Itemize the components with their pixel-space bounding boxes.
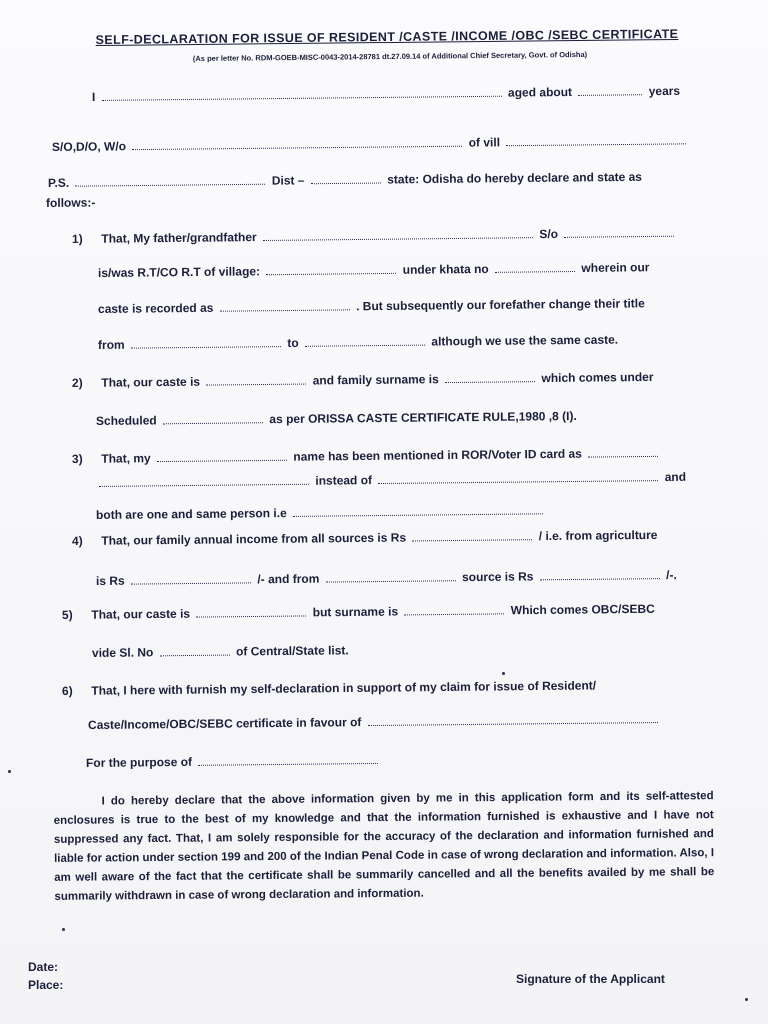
scan-speck — [745, 998, 748, 1001]
date-place-block — [28, 958, 63, 994]
dist-label: Dist – — [271, 173, 305, 188]
declaration-text: I do hereby declare that the above information given by me in this application form and its self-attested enclosures is true to the best of my knowledge and that the information furnished is exhaustive and I have not suppressed any fact. That, I am solely responsible for the accuracy of the declaration and information furnished and liable for action under section 199 and 200 of the Indian Penal Code in case of wrong declaration and information. Also, I am well aware of the fact that the certificate shall be summarily cancelled and all the benefits availed by me shall be summarily withdrawn in case of wrong declaration and information. — [53, 790, 715, 903]
ps-blank[interactable] — [75, 174, 265, 187]
item5-text-d: vide Sl. No — [91, 645, 154, 660]
item2-surname-blank[interactable] — [445, 371, 535, 383]
years-label: years — [648, 83, 681, 99]
item3-text-c: instead of — [315, 473, 373, 488]
item5-text-e: of Central/State list. — [235, 643, 349, 659]
item3-line3 — [96, 503, 546, 522]
item2-scheduled-blank[interactable] — [163, 412, 263, 424]
item4-source-amount-blank[interactable] — [540, 568, 660, 580]
item3-instead-blank[interactable] — [378, 470, 658, 484]
item4-source-blank[interactable] — [326, 570, 456, 582]
item6-line1 — [62, 678, 596, 698]
item2-text-a: That, our caste is — [101, 374, 201, 390]
item1-so-blank[interactable] — [564, 226, 674, 238]
item3-same-person-blank[interactable] — [293, 503, 543, 517]
document-title: SELF-DECLARATION FOR ISSUE OF RESIDENT /CASTE /INCOME /OBC /SEBC CERTIFICATE — [95, 26, 679, 48]
ps-line — [48, 170, 642, 190]
age-blank[interactable] — [578, 84, 642, 96]
item4-income-blank[interactable] — [412, 529, 532, 541]
item4-line1 — [72, 528, 658, 548]
item2-text-e: as per ORISSA CASTE CERTIFICATE RULE,1980 ,8 (I). — [269, 408, 577, 427]
item1-text-g: . But subsequently our forefather change their title — [356, 296, 645, 314]
item3-line2 — [96, 470, 686, 490]
item5-text-c: Which comes OBC/SEBC — [510, 601, 655, 618]
declaration-paragraph — [54, 787, 715, 907]
item5-slno-blank[interactable] — [160, 645, 230, 657]
item3-number: 3) — [71, 451, 83, 466]
item4-text-a: That, our family annual income from all sources is Rs — [101, 530, 407, 548]
item4-text-c: is Rs — [95, 573, 125, 588]
item4-text-d: /- and from — [257, 571, 320, 587]
item1-line4 — [98, 333, 618, 352]
relation-line — [52, 133, 689, 154]
relation-name-blank[interactable] — [132, 136, 462, 150]
state-text: state: Odisha do hereby declare and state as — [387, 169, 643, 187]
item3-line1 — [72, 446, 661, 466]
signature-label: Signature of the Applicant — [516, 972, 665, 986]
village-blank[interactable] — [506, 133, 686, 146]
item4-line2 — [96, 568, 677, 588]
item1-text-h: from — [97, 337, 125, 352]
item1-text-a: That, My father/grandfather — [101, 230, 257, 246]
scan-speck — [62, 928, 65, 931]
item5-number: 5) — [61, 607, 73, 622]
item1-line2 — [98, 260, 650, 280]
item1-to-blank[interactable] — [305, 335, 425, 347]
item1-text-b: S/o — [539, 226, 559, 242]
name-blank[interactable] — [102, 86, 502, 101]
item1-text-d: under khata no — [402, 261, 489, 277]
document-subtitle: (As per letter No. RDM-GOEB-MISC-0043-2014-28781 dt.27.09.14 of Additional Chief Secretary, Govt. of Odisha) — [192, 49, 588, 64]
item5-line2 — [92, 643, 349, 660]
follows-label: follows:- — [45, 195, 96, 210]
item1-father-blank[interactable] — [263, 227, 533, 241]
item1-text-e: wherein our — [581, 260, 650, 275]
item4-agri-blank[interactable] — [131, 572, 251, 584]
item1-village-blank[interactable] — [266, 263, 396, 275]
item1-khata-blank[interactable] — [495, 261, 575, 273]
item2-text-d: Scheduled — [95, 413, 157, 428]
item1-caste-blank[interactable] — [220, 299, 350, 311]
item1-text-f: caste is recorded as — [97, 300, 214, 316]
item2-text-c: which comes under — [541, 369, 654, 386]
item4-text-e: source is Rs — [461, 569, 534, 585]
item6-text-c: For the purpose of — [85, 754, 193, 770]
item2-line1 — [72, 370, 654, 390]
place-label: Place: — [28, 978, 64, 992]
item1-from-blank[interactable] — [131, 336, 281, 349]
item6-text-b: Caste/Income/OBC/SEBC certificate in favour of — [87, 715, 362, 732]
item3-text-d: and — [664, 469, 687, 485]
dist-blank[interactable] — [311, 173, 381, 185]
item5-line1 — [62, 602, 655, 622]
item5-surname-blank[interactable] — [404, 603, 504, 615]
i-label: I — [91, 89, 96, 104]
item3-ror-blank[interactable] — [588, 446, 658, 458]
aged-about-label: aged about — [507, 84, 573, 100]
name-line — [92, 84, 680, 104]
item2-text-b: and family surname is — [312, 372, 439, 388]
item3-text-a: That, my — [101, 451, 151, 466]
follows-line — [46, 195, 95, 210]
item1-text-i: to — [287, 335, 299, 351]
ps-label: P.S. — [47, 175, 70, 190]
item6-purpose-blank[interactable] — [198, 753, 378, 766]
sodo-label: S/O,D/O, W/o — [51, 139, 127, 154]
item1-line1 — [72, 226, 678, 246]
item5-text-a: That, our caste is — [91, 606, 191, 622]
item1-number: 1) — [71, 231, 83, 246]
item2-caste-blank[interactable] — [206, 374, 306, 386]
date-label: Date: — [28, 960, 59, 974]
item6-number: 6) — [61, 683, 73, 698]
item2-line2 — [96, 409, 577, 428]
item5-caste-blank[interactable] — [196, 605, 306, 617]
item6-favour-blank[interactable] — [368, 712, 658, 726]
of-vill-label: of vill — [468, 135, 501, 150]
scan-speck — [502, 672, 505, 675]
item2-number: 2) — [71, 375, 83, 390]
item3-text-b: name has been mentioned in ROR/Voter ID card as — [293, 446, 582, 464]
item4-text-f: /-. — [666, 567, 677, 583]
item3-recorded-name-blank[interactable] — [99, 474, 309, 487]
item1-text-j: although we use the same caste. — [431, 332, 619, 349]
item3-name-blank[interactable] — [157, 450, 287, 462]
item1-line3 — [98, 296, 645, 316]
item4-number: 4) — [71, 533, 83, 548]
item6-text-a: That, I here with furnish my self-declaration in support of my claim for issue of Resident/ — [91, 678, 597, 698]
item6-line3 — [86, 753, 381, 770]
item1-text-c: is/was R.T/CO R.T of village: — [97, 264, 261, 280]
scan-speck — [8, 770, 11, 773]
item6-line2 — [88, 712, 661, 732]
item4-text-b: / i.e. from agriculture — [538, 527, 658, 544]
item5-text-b: but surname is — [312, 604, 399, 620]
item3-text-e: both are one and same person i.e — [95, 506, 287, 522]
